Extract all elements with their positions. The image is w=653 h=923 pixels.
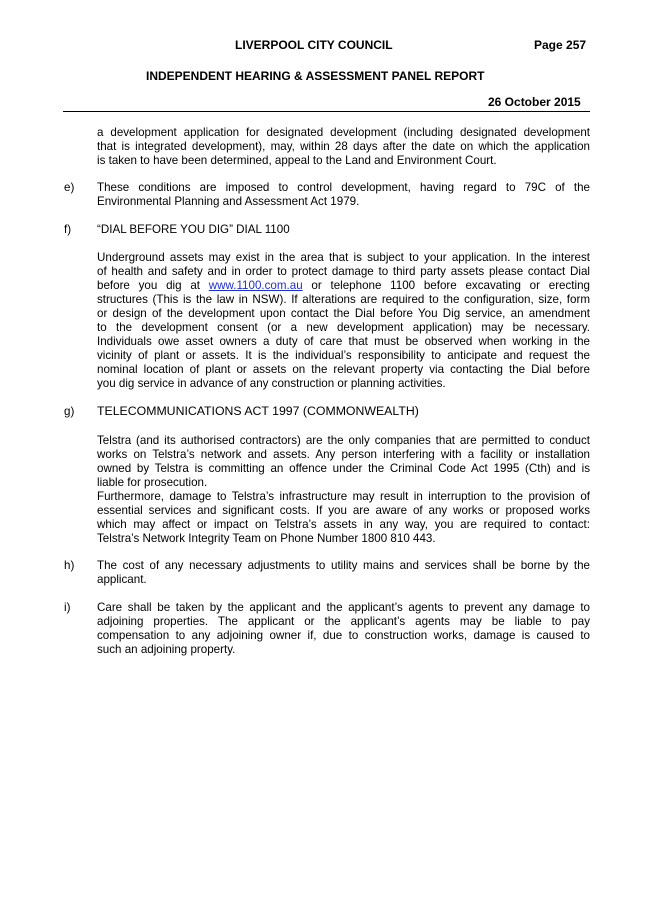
report-date: 26 October 2015 bbox=[488, 95, 581, 109]
item-f-heading bbox=[97, 223, 590, 237]
text-line: or design of the development upon contact the Dial before You Dig service, an amendment bbox=[97, 307, 590, 320]
text-line: The cost of any necessary adjustments to utility mains and services shall be borne by the bbox=[97, 559, 590, 572]
item-i-label: i) bbox=[64, 601, 71, 614]
item-f-text bbox=[97, 251, 590, 391]
text-line: Environmental Planning and Assessment Act 1979. bbox=[97, 195, 360, 208]
text-line-with-link bbox=[97, 279, 590, 293]
council-name: LIVERPOOL CITY COUNCIL bbox=[235, 38, 393, 52]
item-f-label: f) bbox=[64, 223, 72, 236]
item-g-label: g) bbox=[64, 405, 75, 418]
text-fragment: before you dig at bbox=[97, 279, 200, 292]
text-line: such an adjoining property. bbox=[97, 643, 236, 656]
item-e-label: e) bbox=[64, 181, 75, 194]
item-h-label: h) bbox=[64, 559, 75, 572]
text-line: structures (This is the law in NSW). If alterations are required to the configuration, size, form bbox=[97, 293, 590, 306]
text-line: essential services and significant costs. If you are aware of any works or proposed works bbox=[97, 504, 590, 517]
section-heading: TELECOMMUNICATIONS ACT 1997 (COMMONWEALTH) bbox=[97, 404, 419, 418]
text-line: that is integrated development), may, within 28 days after the date on which the application bbox=[97, 140, 590, 153]
text-line: Telstra’s Network Integrity Team on Phone Number 1800 810 443. bbox=[97, 532, 436, 545]
text-line: nominal location of plant or assets on the relevant property via contacting the Dial before bbox=[97, 363, 590, 376]
text-line: is taken to have been determined, appeal to the Land and Environment Court. bbox=[97, 154, 497, 167]
text-line: works on Telstra’s network and assets. Any person interfering with a facility or installation bbox=[97, 448, 590, 461]
text-line: of health and safety and in order to protect damage to third party assets please contact Dial bbox=[97, 265, 590, 278]
continuation-paragraph bbox=[97, 126, 590, 168]
text-line: owned by Telstra is committing an offence under the Criminal Code Act 1995 (Cth) and is bbox=[97, 462, 590, 475]
page-number: Page 257 bbox=[534, 38, 587, 52]
text-line: Individuals owe asset owners a duty of care that must be observed when working in the bbox=[97, 335, 590, 348]
text-line: Care shall be taken by the applicant and the applicant’s agents to prevent any damage to bbox=[97, 601, 590, 614]
text-line: These conditions are imposed to control development, having regard to 79C of the bbox=[97, 181, 590, 194]
report-title: INDEPENDENT HEARING & ASSESSMENT PANEL REPORT bbox=[146, 69, 485, 83]
text-line: Underground assets may exist in the area that is subject to your application. In the interest bbox=[97, 251, 590, 264]
text-line: compensation to any adjoining owner if, due to construction works, damage is caused to bbox=[97, 629, 590, 642]
header-divider bbox=[63, 111, 590, 112]
text-line: Telstra (and its authorised contractors) are the only companies that are permitted to conduct bbox=[97, 434, 590, 447]
section-heading: “DIAL BEFORE YOU DIG” DIAL 1100 bbox=[97, 223, 290, 236]
item-g-heading bbox=[97, 404, 590, 418]
text-line: applicant. bbox=[97, 573, 147, 586]
item-g-text bbox=[97, 434, 590, 546]
text-line: adjoining properties. The applicant or the applicant’s agents may be liable to pay bbox=[97, 615, 590, 628]
item-e-text bbox=[97, 181, 590, 209]
text-line: liable for prosecution. bbox=[97, 476, 208, 489]
dial-before-you-dig-link[interactable]: www.1100.com.au bbox=[208, 279, 303, 292]
text-line: which may affect or impact on Telstra’s assets in any way, you are required to contact: bbox=[97, 518, 590, 531]
item-i-text bbox=[97, 601, 590, 657]
text-line: to the development consent (or a new development application) may be necessary. bbox=[97, 321, 590, 334]
text-line: Furthermore, damage to Telstra’s infrastructure may result in interruption to the provision of bbox=[97, 490, 590, 503]
text-line: a development application for designated development (including designated development bbox=[97, 126, 590, 139]
text-fragment: or telephone 1100 before excavating or erecting bbox=[311, 279, 590, 292]
text-line: vicinity of plant or assets. It is the individual’s responsibility to anticipate and request the bbox=[97, 349, 590, 362]
text-line: you dig service in advance of any construction or planning activities. bbox=[97, 377, 446, 390]
item-h-text bbox=[97, 559, 590, 587]
